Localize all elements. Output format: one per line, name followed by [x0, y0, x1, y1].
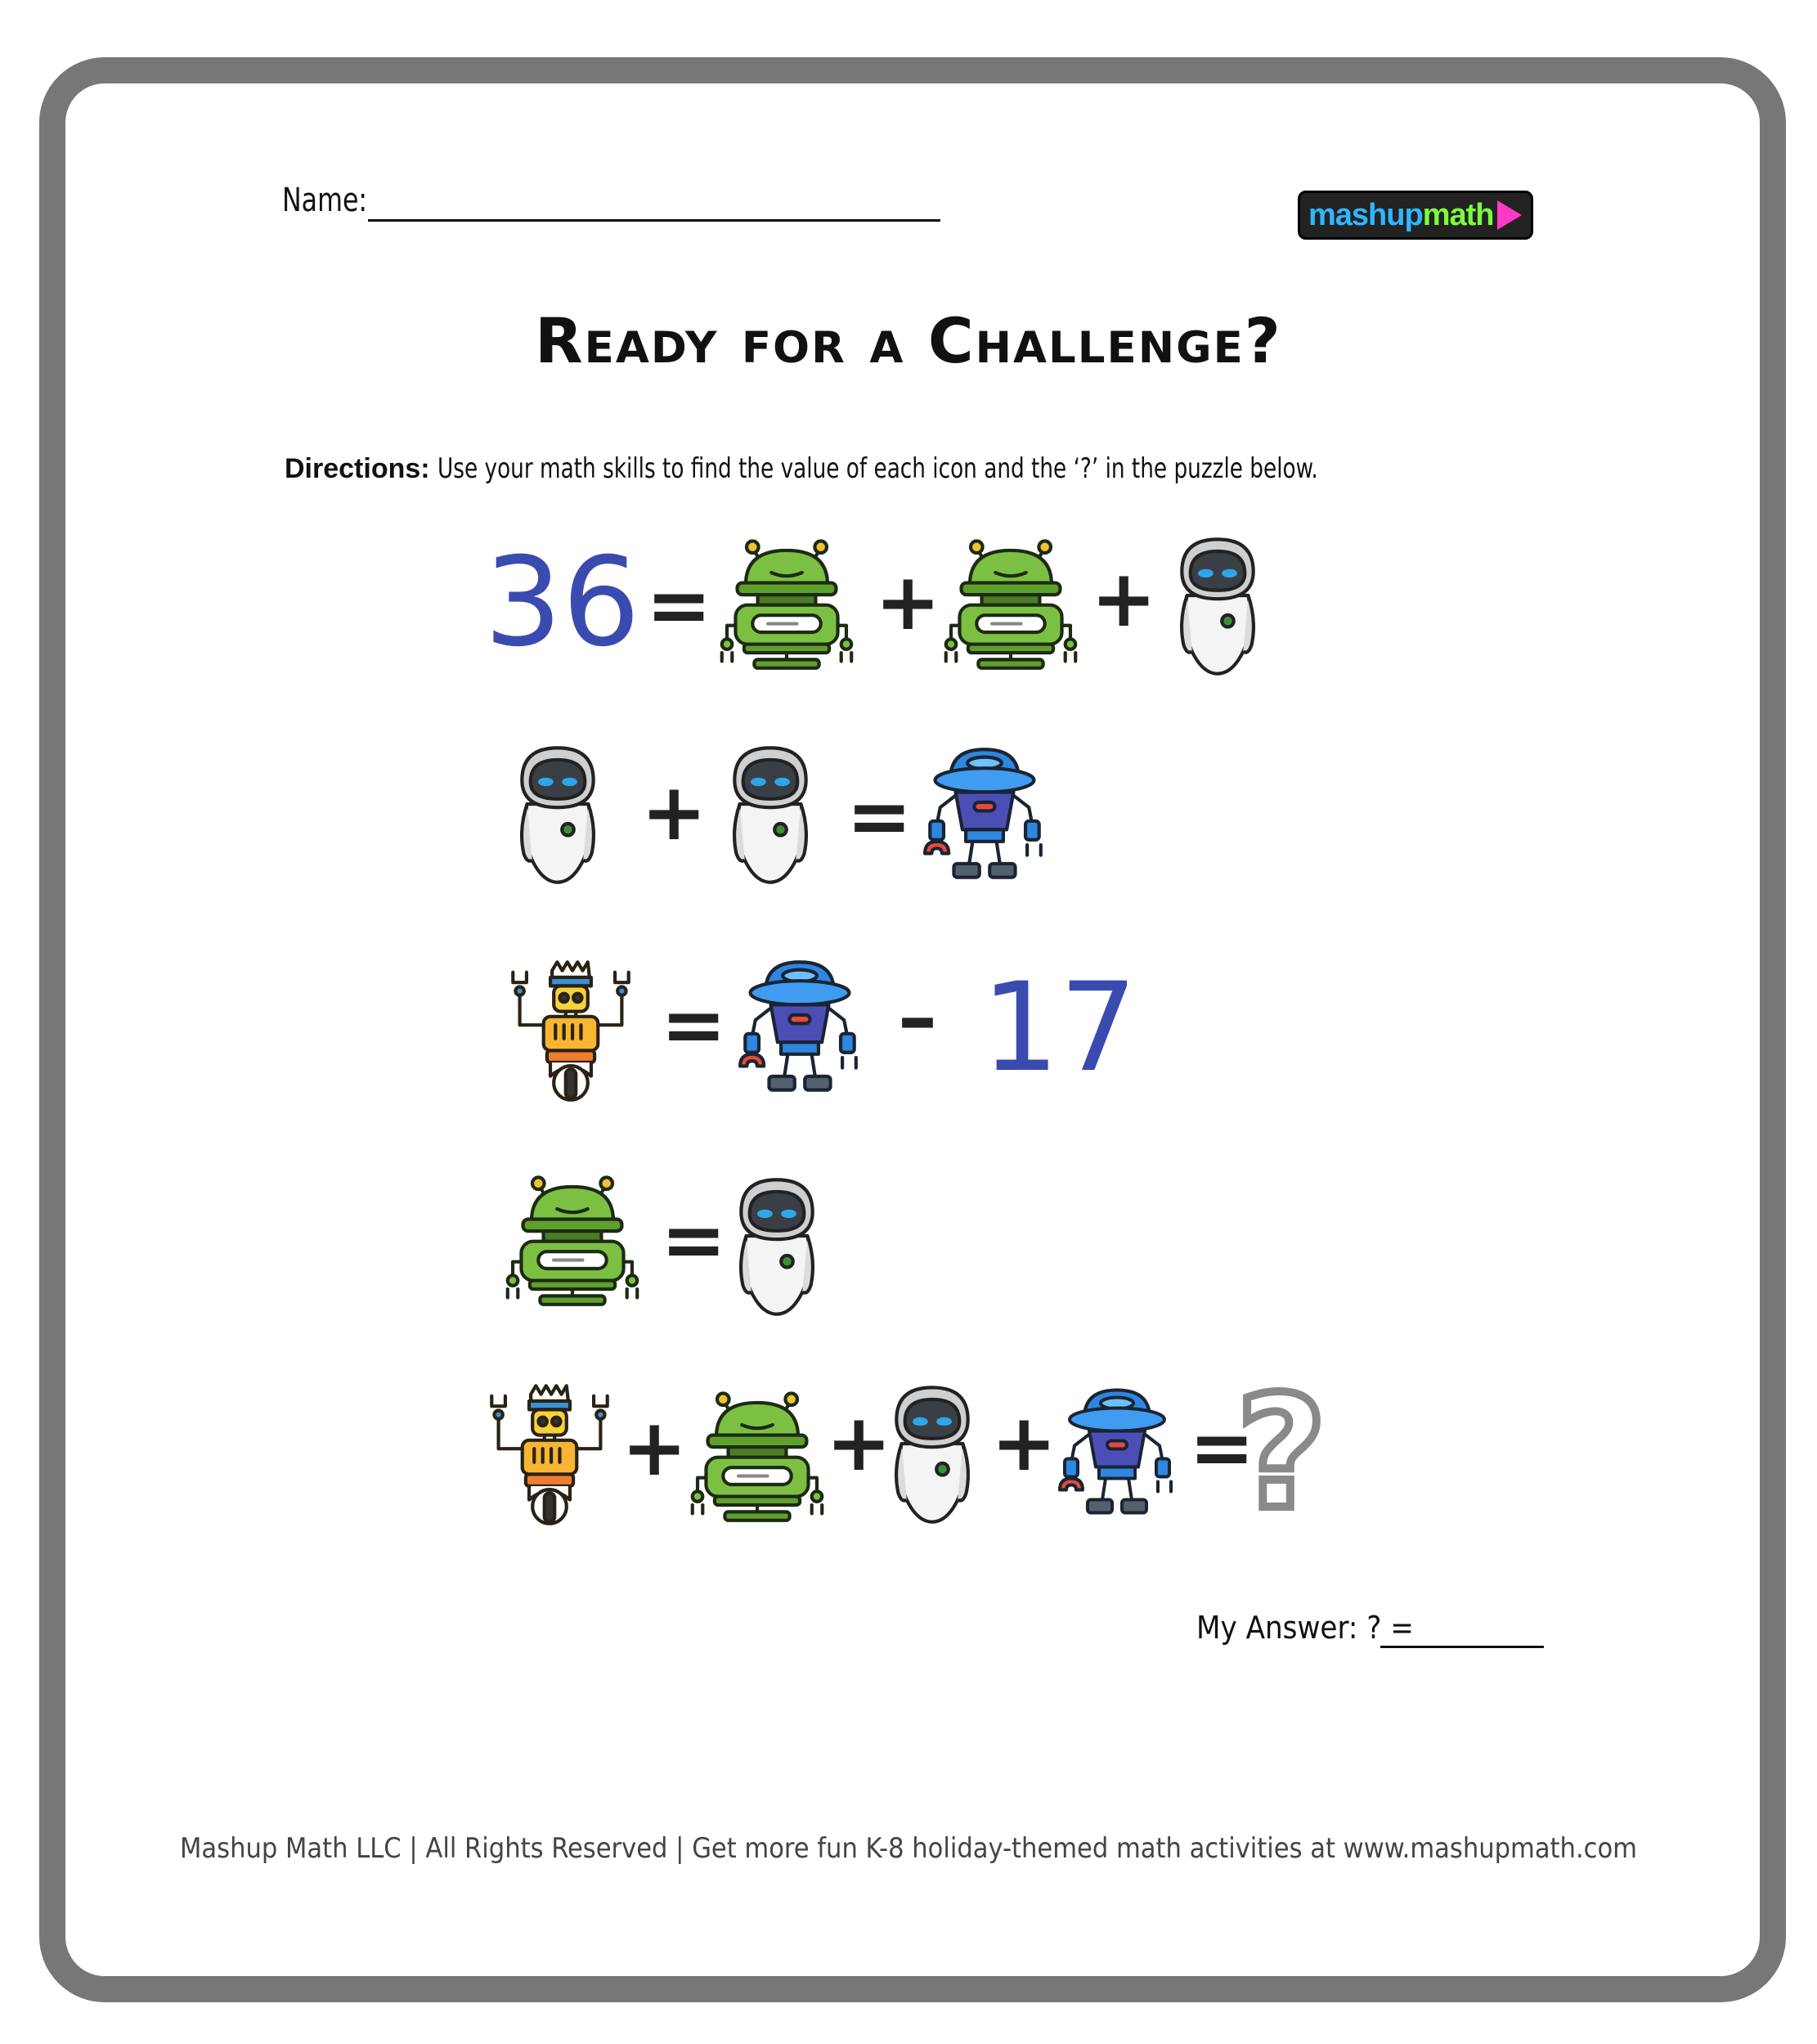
eq5-plus-1: + [621, 1402, 688, 1494]
answer-input-line[interactable] [1380, 1646, 1544, 1648]
eq5-plus-2: + [826, 1397, 892, 1489]
logo-part-mashup: mashup [1308, 197, 1423, 232]
question-mark: ? [1236, 1363, 1327, 1543]
white-robot-icon [890, 1384, 975, 1525]
eq3-equals: = [661, 979, 727, 1071]
eq2-equals: = [846, 770, 913, 862]
green-robot-icon [718, 532, 855, 672]
green-robot-icon [942, 532, 1079, 672]
name-label: Name: [282, 182, 368, 219]
eq1-equals: = [646, 559, 712, 651]
yellow-robot-icon [502, 957, 639, 1106]
blue-robot-icon [1052, 1384, 1182, 1521]
footer-text: Mashup Math LLC | All Rights Reserved | Get more fun K-8 holiday-themed math activities at www.mashupmath.com [180, 1832, 1637, 1865]
eq1-plus-1: + [875, 556, 941, 648]
eq3-number: 17 [981, 957, 1137, 1099]
white-robot-icon [1175, 536, 1260, 676]
green-robot-icon [504, 1168, 641, 1309]
eq1-plus-2: + [1091, 553, 1157, 645]
eq3-minus: – [898, 972, 937, 1063]
eq5-equals: = [1189, 1402, 1255, 1494]
blue-robot-icon [731, 957, 868, 1098]
eq1-number: 36 [484, 532, 640, 674]
eq2-plus: + [641, 766, 707, 858]
eq4-equals: = [661, 1194, 727, 1286]
mashupmath-logo [1298, 191, 1533, 240]
directions-text: Use your math skills to find the value of each icon and the ‘?’ in the puzzle below. [437, 452, 1318, 485]
eq5-plus-3: + [991, 1397, 1057, 1489]
green-robot-icon [689, 1384, 826, 1525]
answer-label: My Answer: ? = [1196, 1610, 1414, 1646]
page-title: Ready for a Challenge? [535, 304, 1282, 377]
yellow-robot-icon [481, 1381, 618, 1530]
logo-part-math: math [1422, 197, 1494, 232]
blue-robot-icon [916, 744, 1053, 885]
name-input-line[interactable] [368, 219, 940, 222]
white-robot-icon [728, 744, 813, 885]
play-icon [1497, 200, 1522, 230]
white-robot-icon [515, 744, 600, 885]
white-robot-icon [734, 1176, 819, 1317]
directions [285, 452, 1461, 485]
directions-label: Directions: [285, 453, 430, 484]
